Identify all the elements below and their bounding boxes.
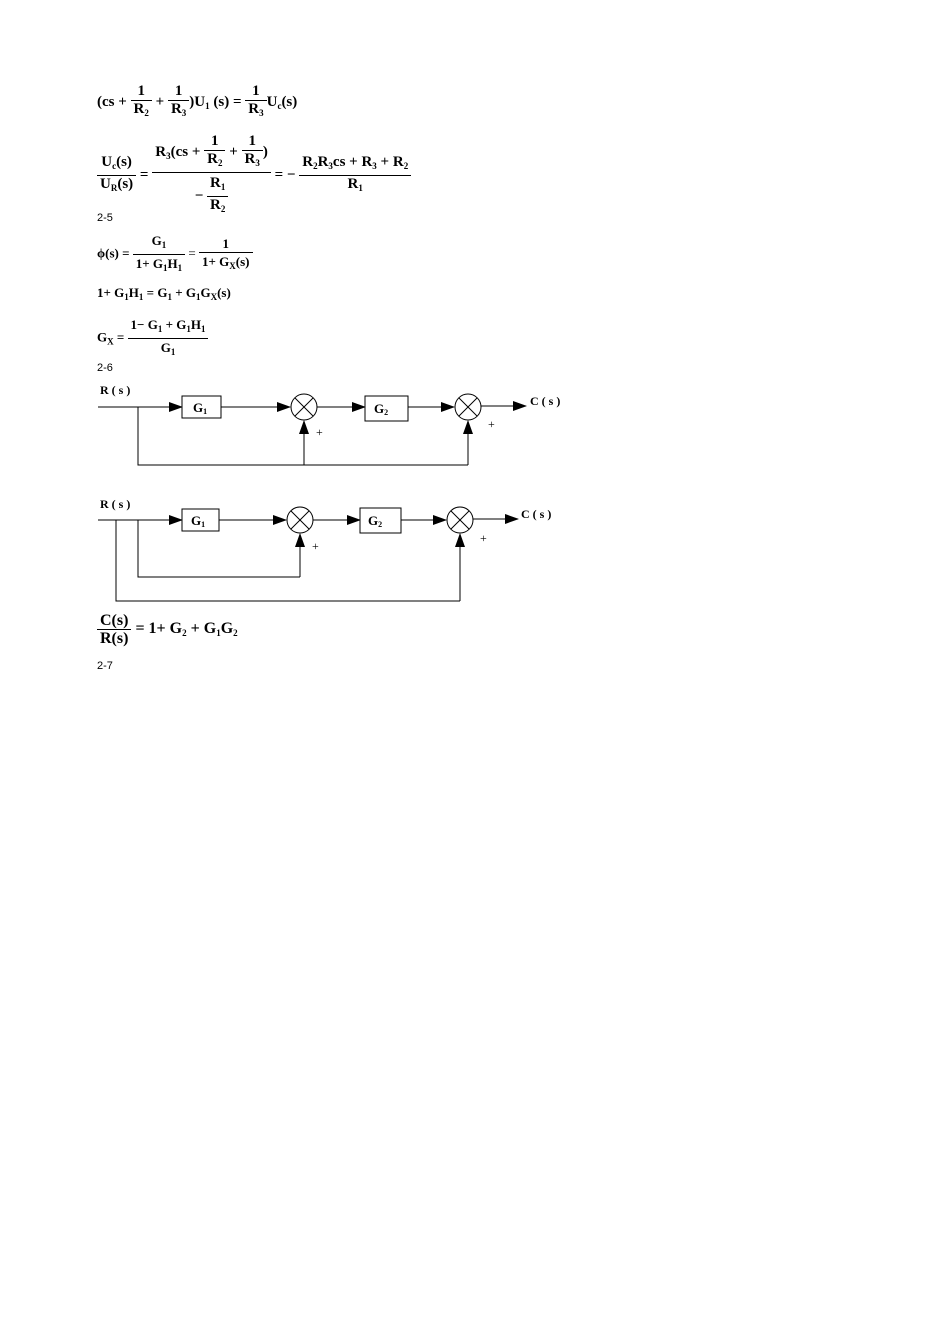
equation-node-u1: (cs + $\frac{1}{R_2}$ + $\frac{1}{R_3}$ )$U_1$ (s) = $\frac{1}{R_3}$ $U_c(s)$ [97, 83, 297, 122]
equation-gx: $G_X$ = $\frac{1- G_1 + G_1H_1}{G_1}$ [97, 316, 208, 361]
fraction-1-over-r3-rhs: $\frac{1}{R_3}$ [245, 83, 266, 122]
block-diagram-2 [90, 492, 570, 604]
equation-result: $\frac{C(s)}{R(s)}$ = $1+ G_2 + G_1G_2$ [97, 612, 238, 647]
output-label: C ( s ) [521, 507, 552, 521]
input-label: R ( s ) [100, 383, 131, 397]
svg-text:G1: G1 [193, 400, 208, 416]
outer-path [116, 520, 460, 601]
fraction-1-over-r2: $\frac{1}{R_2}$ [131, 83, 152, 122]
summing-junction-1 [291, 394, 317, 420]
equation-phi: ϕ(s) = $\frac{G_1}{1+ G_1H_1}$ = $\frac{1}{1+ G_X(s)}$ [97, 232, 253, 277]
equation-transfer-uc-ur: $\frac{U_c(s)}{U_R(s)}$ = $R_3(cs$ + $\frac{1}{R_2}$ + $\frac{1}{R_3}$ ) − $\frac{R_1}{R_2}$ = − $\frac{R_2R_3cs + R_3 + R_2}{R_1}$ [97, 133, 411, 218]
input-label: R ( s ) [100, 497, 131, 511]
block-diagram-1 [90, 378, 570, 470]
fraction-rhs: $\frac{R_2R_3cs + R_3 + R_2}{R_1}$ [299, 154, 411, 197]
summing-junction-2 [455, 394, 481, 420]
plus-sign-2: + [480, 531, 487, 545]
plus-sign-2: + [488, 417, 495, 431]
section-label-2-5: 2-5 [97, 212, 113, 224]
summing-junction-2 [447, 507, 473, 533]
svg-text:G2: G2 [374, 401, 389, 417]
plus-sign-1: + [316, 425, 323, 439]
fraction-middle: $R_3(cs$ + $\frac{1}{R_2}$ + $\frac{1}{R_3}$ ) − $\frac{R_1}{R_2}$ [152, 133, 271, 218]
svg-text:G1: G1 [191, 513, 206, 529]
section-label-2-7: 2-7 [97, 660, 113, 672]
plus-sign-1: + [312, 539, 319, 553]
fraction-uc-over-ur: $\frac{U_c(s)}{U_R(s)}$ [97, 154, 136, 197]
svg-text:G2: G2 [368, 513, 383, 529]
fraction-1-over-r3: $\frac{1}{R_3}$ [168, 83, 189, 122]
equation-identity: $1+ G_1H_1 = G_1 + G_1G_X(s)$ [97, 285, 231, 302]
output-label: C ( s ) [530, 394, 561, 408]
section-label-2-6: 2-6 [97, 362, 113, 374]
summing-junction-1 [287, 507, 313, 533]
